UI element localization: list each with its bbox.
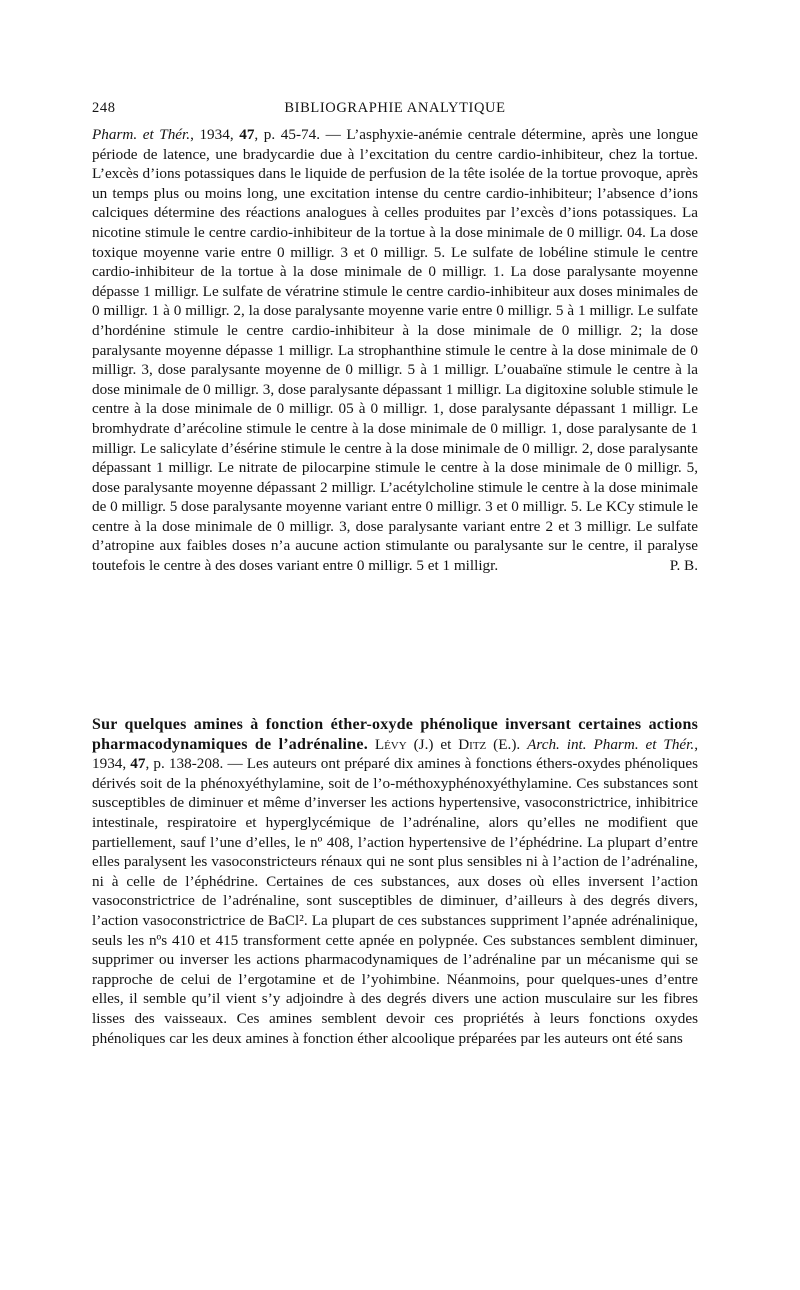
abstract-entry-continued: [92, 125, 698, 576]
citation-volume: 47: [239, 126, 255, 143]
author-initial: (E.).: [486, 735, 528, 753]
journal-section-title: BIBLIOGRAPHIE ANALYTIQUE: [284, 100, 506, 116]
citation-journal: Pharm. et Thér.: [92, 126, 191, 143]
author-surname: Ditz: [458, 735, 487, 753]
citation-pages: , p. 45-74. —: [254, 126, 347, 143]
citation-year: , 1934,: [190, 126, 240, 143]
running-header: [92, 100, 698, 120]
author-initial: (J.) et: [406, 735, 459, 753]
author-signature: P. B.: [669, 557, 698, 575]
citation-pages: , p. 138-208. —: [145, 755, 247, 773]
page-number: 248: [92, 100, 116, 116]
abstract-body: Les auteurs ont préparé dix amines à fonctions éthers-oxydes phénoliques dérivés soit de la phénoxyéthylamine, soit de l’o-méthoxyphénoxyéthylamine. Ces substances sont susceptibles de diminuer et même d’inverser les actions hypertensive, vasoconstrictrice, inhibitrice intestinale, respiratoire et hyperglycémique de l’adrénaline, alors qu’elles ne modifient que partiellement, sauf l’une d’elles, le nº 408, l’action hypertensive de l’éphédrine. La plupart d’entre elles paralysent les vasoconstricteurs rénaux qui ne sont plus sensibles ni à l’action de l’adrénaline, ni à celle de l’éphédrine. Certaines de ces substances, aux doses où elles inversent l’action vasoconstrictrice de l’adrénaline, sont susceptibles de diminuer, d’ailleurs à des degrés divers, l’action vasoconstrictrice de BaCl². La plupart de ces substances suppriment l’apnée adrénalinique, seuls les nºs 410 et 415 transforment cette apnée en polypnée. Ces substances semblent diminuer, supprimer ou inverser les actions pharmacodynamiques de l’adrénaline par un mécanisme qui se rapproche de celui de l’ergotamine et de l’yohimbine. Néanmoins, pour quelques-unes d’entre elles, il semble qu’il vient s’y adjoindre à des degrés divers une action musculaire sur les fibres lisses des vaisseaux. Ces amines semblent devoir ces propriétés à leurs fonctions oxydes phénoliques car les deux amines à fonction éther alcoolique préparées par les auteurs ont été sans: [92, 755, 698, 1047]
abstract-body: L’asphyxie-anémie centrale détermine, après une longue période de latence, une bradycardie due à l’excitation du centre cardio-inhibiteur, chez la tortue. L’excès d’ions potassiques dans le liquide de perfusion de la tête isolée de la tortue provoque, après un temps plus ou moins long, une excitation intense du centre cardio-inhibiteur; l’absence d’ions calciques détermine des réactions analogues à celles produites par l’excès d’ions potassiques. La nicotine stimule le centre cardio-inhibiteur de la tortue à la dose minimale de 0 milligr. 04. La dose toxique moyenne varie entre 0 milligr. 3 et 0 milligr. 5. Le sulfate de lobéline stimule le centre cardio-inhibiteur de la tortue à la dose minimale de 0 milligr. 1. La dose paralysante moyenne dépasse 1 milligr. Le sulfate de vératrine stimule le centre cardio-inhibiteur aux doses minimales de 0 milligr. 1 à 0 milligr. 2, la dose paralysante moyenne varie entre 0 milligr. 5 à 1 milligr. Le sulfate d’hordénine stimule le centre cardio-inhibiteur à la dose minimale de 0 milligr. 2; la dose paralysante moyenne dépasse 1 milligr. La strophanthine stimule le centre à la dose minimale de 0 milligr. 3, dose paralysante moyenne de 0 milligr. 5 à 1 milligr. L’ouabaïne stimule le centre à la dose minimale de 0 milligr. 3, dose paralysante dépassant 1 milligr. La digitoxine soluble stimule le centre à la dose minimale de 0 milligr. 05 à 0 milligr. 1, dose paralysante dépassant 1 milligr. Le bromhydrate d’arécoline stimule le centre à la dose minimale de 0 milligr. 1, dose paralysante de 1 milligr. Le salicylate d’ésérine stimule le centre à la dose minimale de 0 milligr. 2, dose paralysante dépassant 1 milligr. Le nitrate de pilocarpine stimule le centre à la dose minimale de 0 milligr. 5, dose paralysante moyenne dépassant 2 milligr. L’acétylcholine stimule le centre à la dose minimale de 0 milligr. 5 dose paralysante moyenne variant entre 0 milligr. 3 et 0 milligr. 5. Le KCy stimule le centre à la dose minimale de 0 milligr. 3, dose paralysante variant entre 2 et 3 milligr. Le sulfate d’atropine aux faibles doses n’a aucune action stimulante ou paralysante sur le centre, il paralyse toutefois le centre à des doses variant entre 0 milligr. 5 et 1 milligr.: [92, 126, 698, 575]
citation-year: , 1934,: [92, 735, 698, 773]
article-title: Sur quelques amines à fonction éther-oxyde phénolique inversant certaines actions pharmacodynamiques de l’adrénaline.: [92, 716, 698, 753]
citation-volume: 47: [130, 755, 146, 773]
abstract-entry: [92, 715, 698, 1048]
author-surname: Lévy: [374, 735, 407, 753]
citation-journal: Arch. int. Pharm. et Thér.: [527, 735, 695, 753]
